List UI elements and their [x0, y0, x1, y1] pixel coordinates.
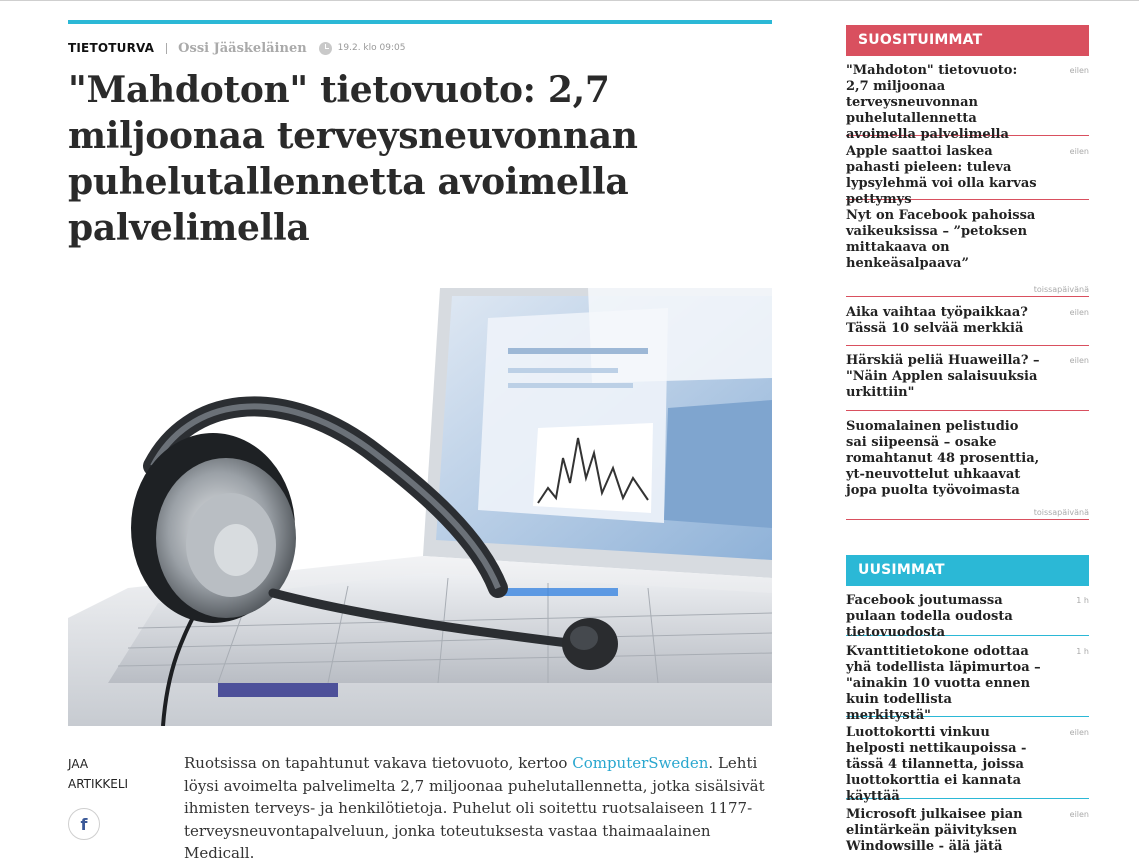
popular-item-title[interactable]: Suomalainen pelistudio sai siipeensä – osake romahtanut 48 prosenttia, yt-neuvottelut uhkaavat jopa puolta työvoimasta: [846, 419, 1040, 498]
latest-item-title[interactable]: Facebook joutumassa pulaan todella oudosta tietovuodosta: [846, 593, 1013, 640]
popular-item-title[interactable]: Apple saattoi laskea pahasti pieleen: tuleva lypsylehmä voi olla karvas pettymys: [846, 144, 1037, 207]
article-body: [184, 752, 774, 865]
list-item[interactable]: [846, 636, 1089, 723]
headset-laptop-illustration: [68, 288, 772, 726]
author-link[interactable]: Ossi Jääskeläinen: [178, 40, 307, 56]
latest-item-title[interactable]: Luottokortti vinkuu helposti nettikaupoissa - tässä 4 tilannetta, joissa luottokorttia ei kannata käyttää: [846, 725, 1027, 804]
share-label-line-1: JAA: [68, 757, 89, 771]
share-label: [68, 754, 128, 794]
popular-list: [846, 63, 1089, 520]
popular-item-time: eilen: [1069, 308, 1089, 317]
computersweden-link[interactable]: ComputerSweden: [572, 754, 709, 772]
meta-divider: [166, 43, 167, 54]
list-item[interactable]: [846, 717, 1089, 804]
body-text-start: Ruotsissa on tapahtunut vakava tietovuoto, kertoo: [184, 754, 573, 772]
popular-item-title[interactable]: "Mahdoton" tietovuoto: 2,7 miljoonaa terveysneuvonnan puhelutallennetta avoimella palvelimella: [846, 63, 1018, 142]
list-item[interactable]: [846, 346, 1089, 411]
latest-item-title[interactable]: Kvanttitietokone odottaa yhä todellista läpimurtoa – "ainakin 10 vuotta ennen kuin todellista merkitystä": [846, 644, 1041, 723]
popular-item-title[interactable]: Aika vaihtaa työpaikkaa? Tässä 10 selvää merkkiä: [846, 305, 1028, 336]
latest-item-time: eilen: [1069, 810, 1089, 819]
list-item[interactable]: [846, 136, 1089, 207]
list-item[interactable]: [846, 297, 1089, 346]
popular-item-title[interactable]: Nyt on Facebook pahoissa vaikeuksissa – ”petoksen mittakaava on henkeäsalpaava”: [846, 208, 1036, 271]
body-text-rest: . Lehti löysi avoimelta palvelimelta 2,7 miljoonaa puhelutallennetta, jotka sisälsivät ihmisten terveys- ja henkilötietoja. Puhelut oli soitettu ruotsalaiseen 1177-terveysneuvontapalveluun, jonka toteutuksesta vastaa thaimaalainen Medicall.: [184, 754, 765, 862]
article-headline: "Mahdoton" tietovuoto: 2,7 miljoonaa terveysneuvonnan puhelutallennetta avoimella palvelimella: [68, 69, 638, 249]
latest-item-title[interactable]: Microsoft julkaisee pian elintärkeän päivityksen Windowsille - älä jätä: [846, 807, 1023, 854]
article-header: [68, 20, 772, 251]
latest-item-time: 1 h: [1076, 596, 1089, 605]
hero-image: [68, 288, 772, 726]
popular-item-time: toissapäivänä: [1033, 285, 1089, 294]
facebook-icon: f: [80, 814, 88, 834]
article-top-rule: [68, 20, 772, 24]
popular-item-time: eilen: [1069, 66, 1089, 75]
latest-item-time: 1 h: [1076, 647, 1089, 656]
top-border: [0, 0, 1139, 1]
list-item[interactable]: [846, 63, 1089, 142]
latest-heading: UUSIMMAT: [846, 555, 1089, 586]
popular-item-time: eilen: [1069, 356, 1089, 365]
article-meta: [68, 39, 772, 57]
popular-heading: SUOSITUIMMAT: [846, 25, 1089, 56]
list-item[interactable]: [846, 593, 1089, 640]
popular-item-title[interactable]: Härskiä peliä Huaweilla? – "Näin Applen salaisuuksia urkittiin": [846, 353, 1040, 400]
popular-item-time: eilen: [1069, 147, 1089, 156]
publish-date: 19.2. klo 09:05: [337, 43, 406, 53]
clock-icon: [319, 42, 332, 55]
latest-list: [846, 593, 1089, 859]
list-item[interactable]: [846, 200, 1089, 297]
section-link[interactable]: TIETOTURVA: [68, 41, 155, 55]
list-item[interactable]: [846, 799, 1089, 859]
latest-item-time: eilen: [1069, 728, 1089, 737]
facebook-share-button[interactable]: [68, 808, 100, 840]
popular-item-time: toissapäivänä: [1033, 508, 1089, 517]
list-item[interactable]: [846, 411, 1089, 520]
share-label-line-2: ARTIKKELI: [68, 777, 129, 791]
